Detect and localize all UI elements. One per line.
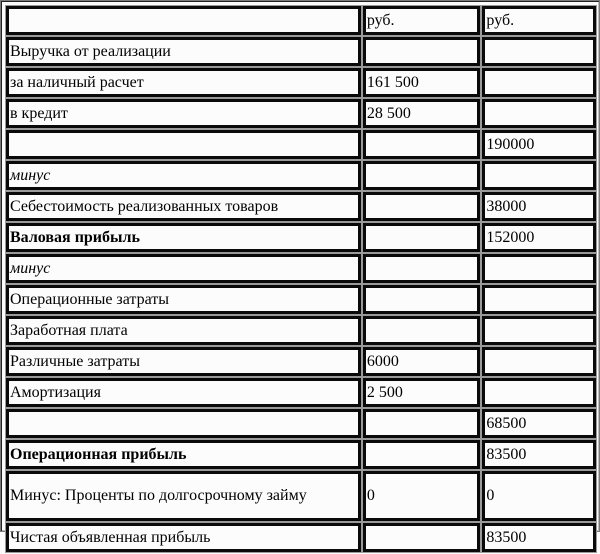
row-subtotal-value: 161 500 (363, 68, 481, 97)
row-total-value (482, 254, 596, 283)
table-row (6, 285, 596, 314)
row-subtotal-value (363, 161, 481, 190)
row-total-value (482, 285, 596, 314)
row-total-value (482, 378, 596, 407)
row-total-value (482, 347, 596, 376)
table-row (6, 99, 596, 128)
row-total-value: 152000 (482, 223, 596, 252)
row-subtotal-value (363, 285, 481, 314)
row-label: в кредит (6, 99, 361, 128)
table-row (6, 471, 596, 521)
row-label (6, 130, 361, 159)
row-total-value: 83500 (482, 440, 596, 469)
row-subtotal-value (363, 130, 481, 159)
row-label: Чистая объявленная прибыль (6, 523, 361, 552)
row-subtotal-value (363, 37, 481, 66)
row-label: за наличный расчет (6, 68, 361, 97)
row-subtotal-value: 2 500 (363, 378, 481, 407)
income-statement-table (4, 4, 598, 554)
row-subtotal-value: 28 500 (363, 99, 481, 128)
table-row (6, 440, 596, 469)
table-row (6, 161, 596, 190)
row-subtotal-value (363, 409, 481, 438)
row-subtotal-value (363, 440, 481, 469)
row-label: минус (6, 254, 361, 283)
table-row (6, 378, 596, 407)
row-label: Операционная прибыль (6, 440, 361, 469)
row-subtotal-value (363, 523, 481, 552)
row-subtotal-value (363, 192, 481, 221)
table-row (6, 192, 596, 221)
row-subtotal-value (363, 254, 481, 283)
row-total-value (482, 161, 596, 190)
table-row (6, 347, 596, 376)
row-label: Минус: Проценты по долгосрочному займу (6, 471, 361, 521)
header-unit-cell: руб. (363, 6, 481, 35)
row-label: Амортизация (6, 378, 361, 407)
row-subtotal-value: 6000 (363, 347, 481, 376)
row-label: Себестоимость реализованных товаров (6, 192, 361, 221)
table-row (6, 316, 596, 345)
row-label: Валовая прибыль (6, 223, 361, 252)
table-row (6, 223, 596, 252)
row-label (6, 409, 361, 438)
row-label: Выручка от реализации (6, 37, 361, 66)
row-total-value: 190000 (482, 130, 596, 159)
row-total-value: 68500 (482, 409, 596, 438)
table-row (6, 409, 596, 438)
header-label-cell (6, 6, 361, 35)
row-total-value: 38000 (482, 192, 596, 221)
row-subtotal-value (363, 316, 481, 345)
row-total-value (482, 316, 596, 345)
table-row (6, 130, 596, 159)
row-total-value: 0 (482, 471, 596, 521)
table-row (6, 68, 596, 97)
row-total-value: 83500 (482, 523, 596, 552)
table-header-row (6, 6, 596, 35)
table-row (6, 254, 596, 283)
row-total-value (482, 37, 596, 66)
row-subtotal-value: 0 (363, 471, 481, 521)
row-label: Заработная плата (6, 316, 361, 345)
row-total-value (482, 99, 596, 128)
row-subtotal-value (363, 223, 481, 252)
row-label: минус (6, 161, 361, 190)
header-unit-cell: руб. (482, 6, 596, 35)
row-total-value (482, 68, 596, 97)
table-row (6, 523, 596, 552)
row-label: Операционные затраты (6, 285, 361, 314)
row-label: Различные затраты (6, 347, 361, 376)
table-row (6, 37, 596, 66)
